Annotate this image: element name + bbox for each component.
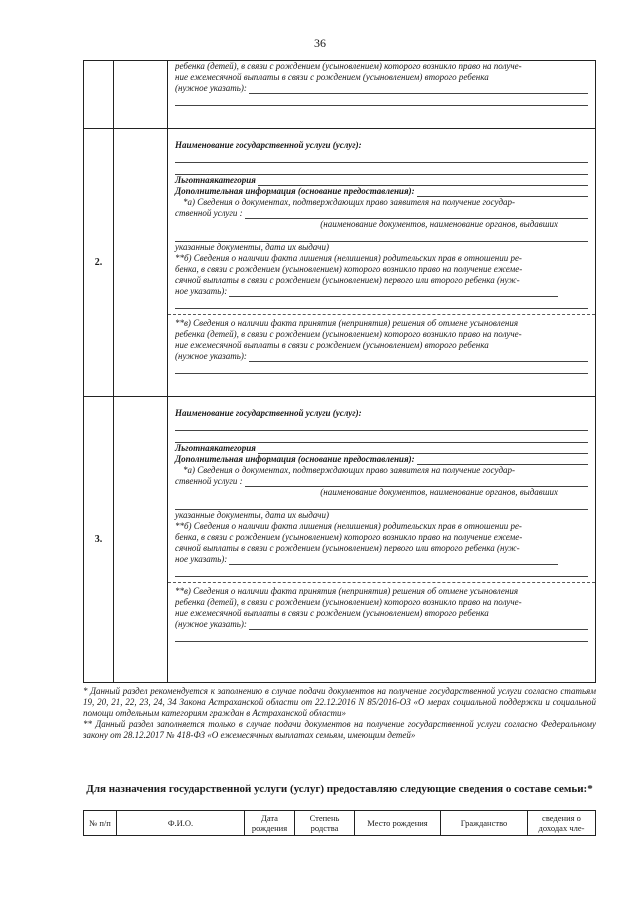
benefit-label: Льготнаякатегория xyxy=(175,443,256,453)
col-header-birthdate: Дата рождения xyxy=(245,811,295,836)
table-row xyxy=(84,129,596,397)
input-line[interactable] xyxy=(175,151,588,163)
input-line[interactable] xyxy=(175,297,588,309)
col-header-citizenship: Гражданство xyxy=(441,811,528,836)
additional-label: Дополнительная информация (основание предоставления): xyxy=(175,186,415,196)
clause-b: ное указать): xyxy=(175,286,228,296)
table-row xyxy=(84,397,596,683)
input-line[interactable] xyxy=(249,620,588,630)
service-label: Наименование государственной услуги (услуг): xyxy=(175,140,362,150)
input-line[interactable] xyxy=(417,187,588,197)
clause-a: *а) Сведения о документах, подтверждающих право заявителя на получение государ- xyxy=(183,465,516,475)
input-line[interactable] xyxy=(175,431,588,443)
col-header-income: сведения о доходах чле- xyxy=(528,811,596,836)
clause-c: ребенка (детей), в связи с рождением (усыновлением) которого возникло право на получе- xyxy=(175,597,522,607)
input-line[interactable] xyxy=(258,444,588,454)
family-section-title: Для назначения государственной услуги (услуг) предоставляю следующие сведения о составе семьи:* xyxy=(86,783,593,795)
section-2 xyxy=(168,129,596,397)
col-header-number: № п/п xyxy=(84,811,117,836)
clause-c: ребенка (детей), в связи с рождением (усыновлением) которого возникло право на получе- xyxy=(175,329,522,339)
hint-text: (наименование документов, наименование органов, выдавших xyxy=(320,487,558,497)
input-line[interactable] xyxy=(249,84,588,94)
input-line[interactable] xyxy=(417,455,588,465)
fragment-line: (нужное указать): xyxy=(175,83,247,93)
clause-c: **в) Сведения о наличии факта принятия (непринятия) решения об отмене усыновления xyxy=(175,318,519,328)
input-line[interactable] xyxy=(229,555,558,565)
input-line[interactable] xyxy=(175,362,588,374)
input-line[interactable] xyxy=(258,176,588,186)
table-row xyxy=(84,61,596,129)
input-line[interactable] xyxy=(175,419,588,431)
clause-b: **б) Сведения о наличии факта лишения (нелишения) родительских прав в отношении ре- xyxy=(175,253,522,263)
hint-text: (наименование документов, наименование органов, выдавших xyxy=(320,219,558,229)
input-line[interactable] xyxy=(245,477,588,487)
clause-c: ние ежемесячной выплаты в связи с рождением (усыновлением) второго ребенка xyxy=(175,608,489,618)
input-line[interactable] xyxy=(245,209,588,219)
benefit-label: Льготнаякатегория xyxy=(175,175,256,185)
clause-c: ние ежемесячной выплаты в связи с рождением (усыновлением) второго ребенка xyxy=(175,340,489,350)
clause-c: (нужное указать): xyxy=(175,619,247,629)
clause-c: (нужное указать): xyxy=(175,351,247,361)
col-header-fio: Ф.И.О. xyxy=(117,811,245,836)
page-number: 36 xyxy=(314,36,326,50)
input-line[interactable] xyxy=(229,287,558,297)
input-line[interactable] xyxy=(175,565,588,577)
family-table xyxy=(83,810,596,836)
clause-b: бенка, в связи с рождением (усыновлением) которого возникло право на получение ежеме- xyxy=(175,532,523,542)
top-fragment xyxy=(168,61,596,129)
clause-b: бенка, в связи с рождением (усыновлением) которого возникло право на получение ежеме- xyxy=(175,264,523,274)
clause-b: сячной выплаты в связи с рождением (усыновлением) первого или второго ребенка (нуж- xyxy=(175,543,520,553)
input-line[interactable] xyxy=(175,163,588,175)
input-line[interactable] xyxy=(249,352,588,362)
col-header-birthplace: Место рождения xyxy=(355,811,441,836)
footnote-1: * Данный раздел рекомендуется к заполнению в случае подачи документов на получение государственной услуги согласно статьям 19, 20, 21, 22, 23, 24, 34 Закона Астраханской области от 22.12.2016 N 85/2016-ОЗ «О мерах социальной поддержки и социальной помощи отдельным категориям граждан в Астраханской области» xyxy=(83,686,596,718)
clause-a: указанные документы, дата их выдачи) xyxy=(175,510,329,520)
fragment-line: ребенка (детей), в связи с рождением (усыновлением) которого возникло право на получе- xyxy=(175,61,522,71)
clause-b: сячной выплаты в связи с рождением (усыновлением) первого или второго ребенка (нуж- xyxy=(175,275,520,285)
section-number: 2. xyxy=(84,129,114,397)
clause-a: ственной услуги : xyxy=(175,476,243,486)
input-line[interactable] xyxy=(175,630,588,642)
section-number: 3. xyxy=(84,397,114,683)
fragment-line: ние ежемесячной выплаты в связи с рождением (усыновлением) второго ребенка xyxy=(175,72,489,82)
section-3 xyxy=(168,397,596,683)
application-table xyxy=(83,60,596,683)
clause-a: ственной услуги : xyxy=(175,208,243,218)
input-line[interactable] xyxy=(175,498,588,510)
additional-label: Дополнительная информация (основание предоставления): xyxy=(175,454,415,464)
col-header-relation: Степень родства xyxy=(295,811,355,836)
clause-a: указанные документы, дата их выдачи) xyxy=(175,242,329,252)
clause-a: *а) Сведения о документах, подтверждающих право заявителя на получение государ- xyxy=(183,197,516,207)
footnote-2: ** Данный раздел заполняется только в случае подачи документов на получение государственной услуги согласно Федеральному закону от 28.12.2017 № 418-ФЗ «О ежемесячных выплатах семьям, имеющим детей» xyxy=(83,719,596,740)
clause-c: **в) Сведения о наличии факта принятия (непринятия) решения об отмене усыновления xyxy=(175,586,519,596)
clause-b: **б) Сведения о наличии факта лишения (нелишения) родительских прав в отношении ре- xyxy=(175,521,522,531)
input-line[interactable] xyxy=(175,94,588,106)
footnotes xyxy=(83,686,596,741)
input-line[interactable] xyxy=(175,230,588,242)
clause-b: ное указать): xyxy=(175,554,228,564)
service-label: Наименование государственной услуги (услуг): xyxy=(175,408,362,418)
family-table-header xyxy=(84,811,596,836)
